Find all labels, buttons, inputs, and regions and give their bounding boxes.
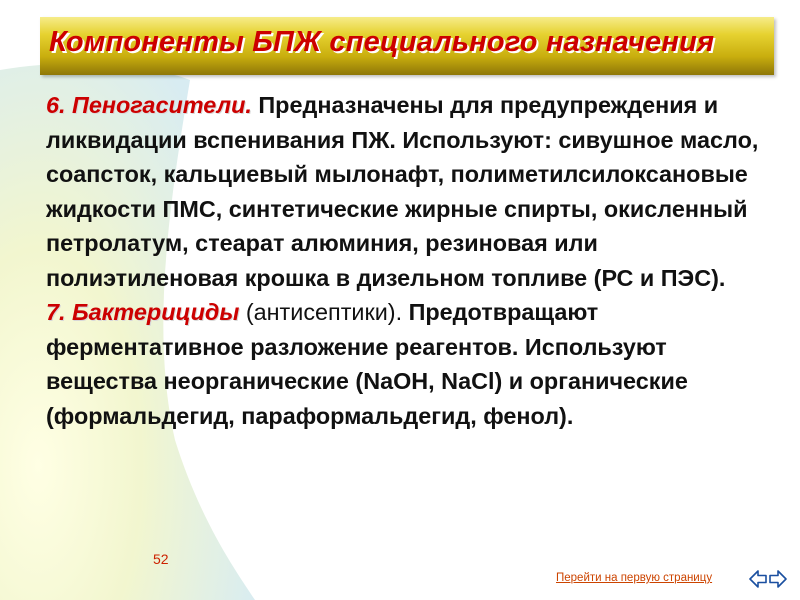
section-6-heading: 6. Пеногасители. bbox=[46, 92, 252, 118]
section-bactericides bbox=[46, 295, 781, 433]
arrow-left-outline-icon[interactable] bbox=[748, 568, 768, 590]
page-number: 52 bbox=[153, 551, 169, 567]
slide-content bbox=[46, 88, 781, 433]
arrow-right-outline-icon[interactable] bbox=[768, 568, 788, 590]
section-antifoam bbox=[46, 88, 781, 295]
slide-title: Компоненты БПЖ специального назначения bbox=[49, 26, 715, 58]
first-page-link[interactable]: Перейти на первую страницу bbox=[556, 572, 713, 584]
section-7-heading: 7. Бактерициды bbox=[46, 299, 240, 325]
slide-navigation bbox=[748, 568, 788, 590]
section-7-text: Предотвращают ферментативное разложение реагентов. Используют вещества неорганические (NaOH, NaCl) и органические (формальдегид, параформальдегид, фенол). bbox=[46, 299, 688, 429]
section-6-text: Предназначены для предупреждения и ликвидации вспенивания ПЖ. Используют: сивушное масло, соапсток, кальциевый мылонафт, полиметилсилоксановые жидкости ПМС, синтетические жирные спирты, окисленный петролатум, стеарат алюминия, резиновая или полиэтиленовая крошка в дизельном топливе (РС и ПЭС). bbox=[46, 92, 759, 291]
section-7-parenthetical: (антисептики). bbox=[239, 299, 403, 325]
